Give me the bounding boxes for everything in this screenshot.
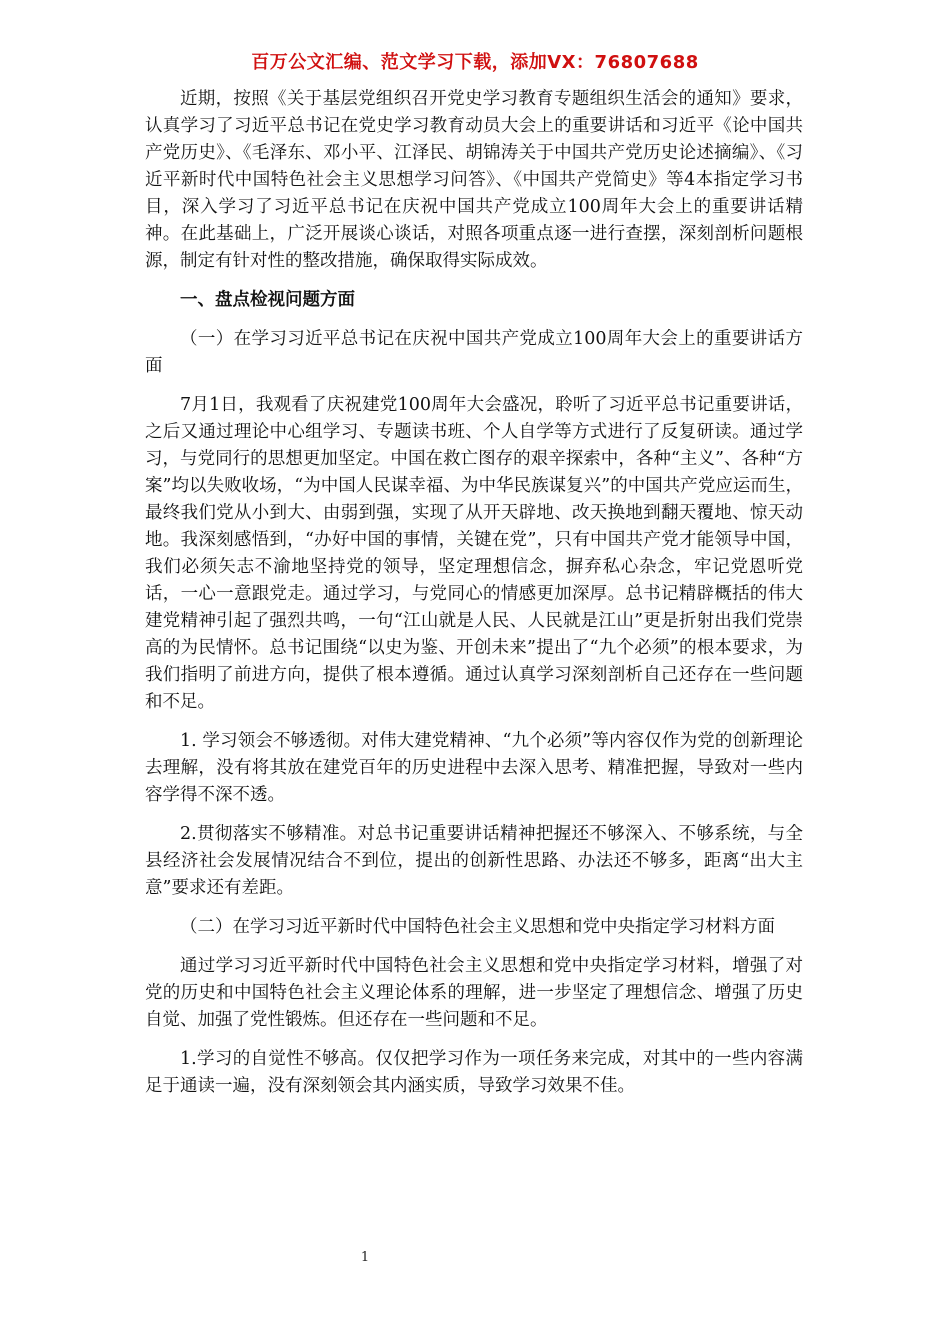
watermark-banner: 百万公文汇编、范文学习下载，添加VX：76807688 xyxy=(251,52,699,73)
subsection-heading-2: （二）在学习习近平新时代中国特色社会主义思想和党中央指定学习材料方面 xyxy=(180,917,775,937)
list-item-3: 1.学习的自觉性不够高。仅仅把学习作为一项任务来完成，对其中的一些内容满足于通读一遍，没有深刻领会其内涵实质，导致学习效果不佳。 xyxy=(145,1049,803,1096)
document-body xyxy=(145,86,803,1100)
body-paragraph-2: 通过学习习近平新时代中国特色社会主义思想和党中央指定学习材料，增强了对党的历史和中国特色社会主义理论体系的理解，进一步坚定了理想信念、增强了历史自觉、加强了党性锻炼。但还存在一些问题和不足。 xyxy=(145,956,803,1030)
list-item-1: 1. 学习领会不够透彻。对伟大建党精神、“九个必须”等内容仅作为党的创新理论去理解，没有将其放在建党百年的历史进程中去深入思考、精准把握，导致对一些内容学得不深不透。 xyxy=(145,731,803,805)
page-number: 1 xyxy=(360,1250,370,1265)
intro-paragraph: 近期，按照《关于基层党组织召开党史学习教育专题组织生活会的通知》要求，认真学习了习近平总书记在党史学习教育动员大会上的重要讲话和习近平《论中国共产党历史》、《毛泽东、邓小平、江泽民、胡锦涛关于中国共产党历史论述摘编》、《习近平新时代中国特色社会主义思想学习问答》、《中国共产党简史》等4本指定学习书目，深入学习了习近平总书记在庆祝中国共产党成立100周年大会上的重要讲话精神。在此基础上，广泛开展谈心谈话，对照各项重点逐一进行查摆，深刻剖析问题根源，制定有针对性的整改措施，确保取得实际成效。 xyxy=(145,89,803,271)
body-paragraph: 7月1日，我观看了庆祝建党100周年大会盛况，聆听了习近平总书记重要讲话，之后又通过理论中心组学习、专题读书班、个人自学等方式进行了反复研读。通过学习，与党同行的思想更加坚定。中国在救亡图存的艰辛探索中，各种“主义”、各种“方案”均以失败收场，“为中国人民谋幸福、为中华民族谋复兴”的中国共产党应运而生，最终我们党从小到大、由弱到强，实现了从开天辟地、改天换地到翻天覆地、惊天动地。我深刻感悟到，“办好中国的事情，关键在党”，只有中国共产党才能领导中国，我们必须矢志不渝地坚持党的领导，坚定理想信念，摒弃私心杂念，牢记党恩听党话，一心一意跟党走。通过学习，与党同心的情感更加深厚。总书记精辟概括的伟大建党精神引起了强烈共鸣，一句“江山就是人民、人民就是江山”更是折射出我们党崇高的为民情怀。总书记围绕“以史为鉴、开创未来”提出了“九个必须”的根本要求，为我们指明了前进方向，提供了根本遵循。通过认真学习深刻剖析自己还存在一些问题和不足。 xyxy=(145,395,803,712)
subsection-heading-1: （一）在学习习近平总书记在庆祝中国共产党成立100周年大会上的重要讲话方面 xyxy=(145,329,803,376)
section-heading: 一、盘点检视问题方面 xyxy=(180,290,355,310)
list-item-2: 2.贯彻落实不够精准。对总书记重要讲话精神把握还不够深入、不够系统，与全县经济社会发展情况结合不到位，提出的创新性思路、办法还不够多，距离“出大主意”要求还有差距。 xyxy=(145,824,803,898)
